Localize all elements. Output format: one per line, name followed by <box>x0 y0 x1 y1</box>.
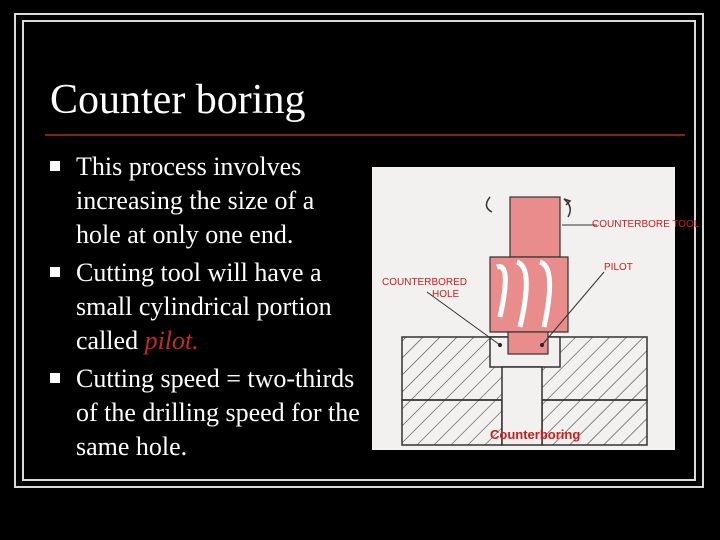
square-bullet-icon <box>50 161 60 171</box>
label-counterbore-tool: COUNTERBORE TOOL <box>592 219 700 230</box>
square-bullet-icon <box>50 267 60 277</box>
bullet-item <box>50 150 360 252</box>
counterboring-figure <box>372 167 700 450</box>
bullet-item <box>50 256 360 358</box>
pilot-term: pilot. <box>144 326 199 355</box>
bullet-text: Cutting tool will have a small cylindrical portion called <box>76 258 332 355</box>
title-divider <box>45 134 685 136</box>
bullet-text: Cutting speed = two-thirds of the drilling speed for the same hole. <box>76 364 360 461</box>
slide-title: Counter boring <box>50 77 306 123</box>
bullet-list <box>50 150 360 468</box>
bullet-item <box>50 362 360 464</box>
label-hole: HOLE <box>432 289 460 300</box>
square-bullet-icon <box>50 373 60 383</box>
bullet-text: This process involves increasing the size of a hole at only one end. <box>76 152 315 249</box>
label-counterbored: COUNTERBORED <box>382 277 468 288</box>
label-pilot: PILOT <box>604 262 633 273</box>
figure-caption: Counterboring <box>490 427 581 442</box>
